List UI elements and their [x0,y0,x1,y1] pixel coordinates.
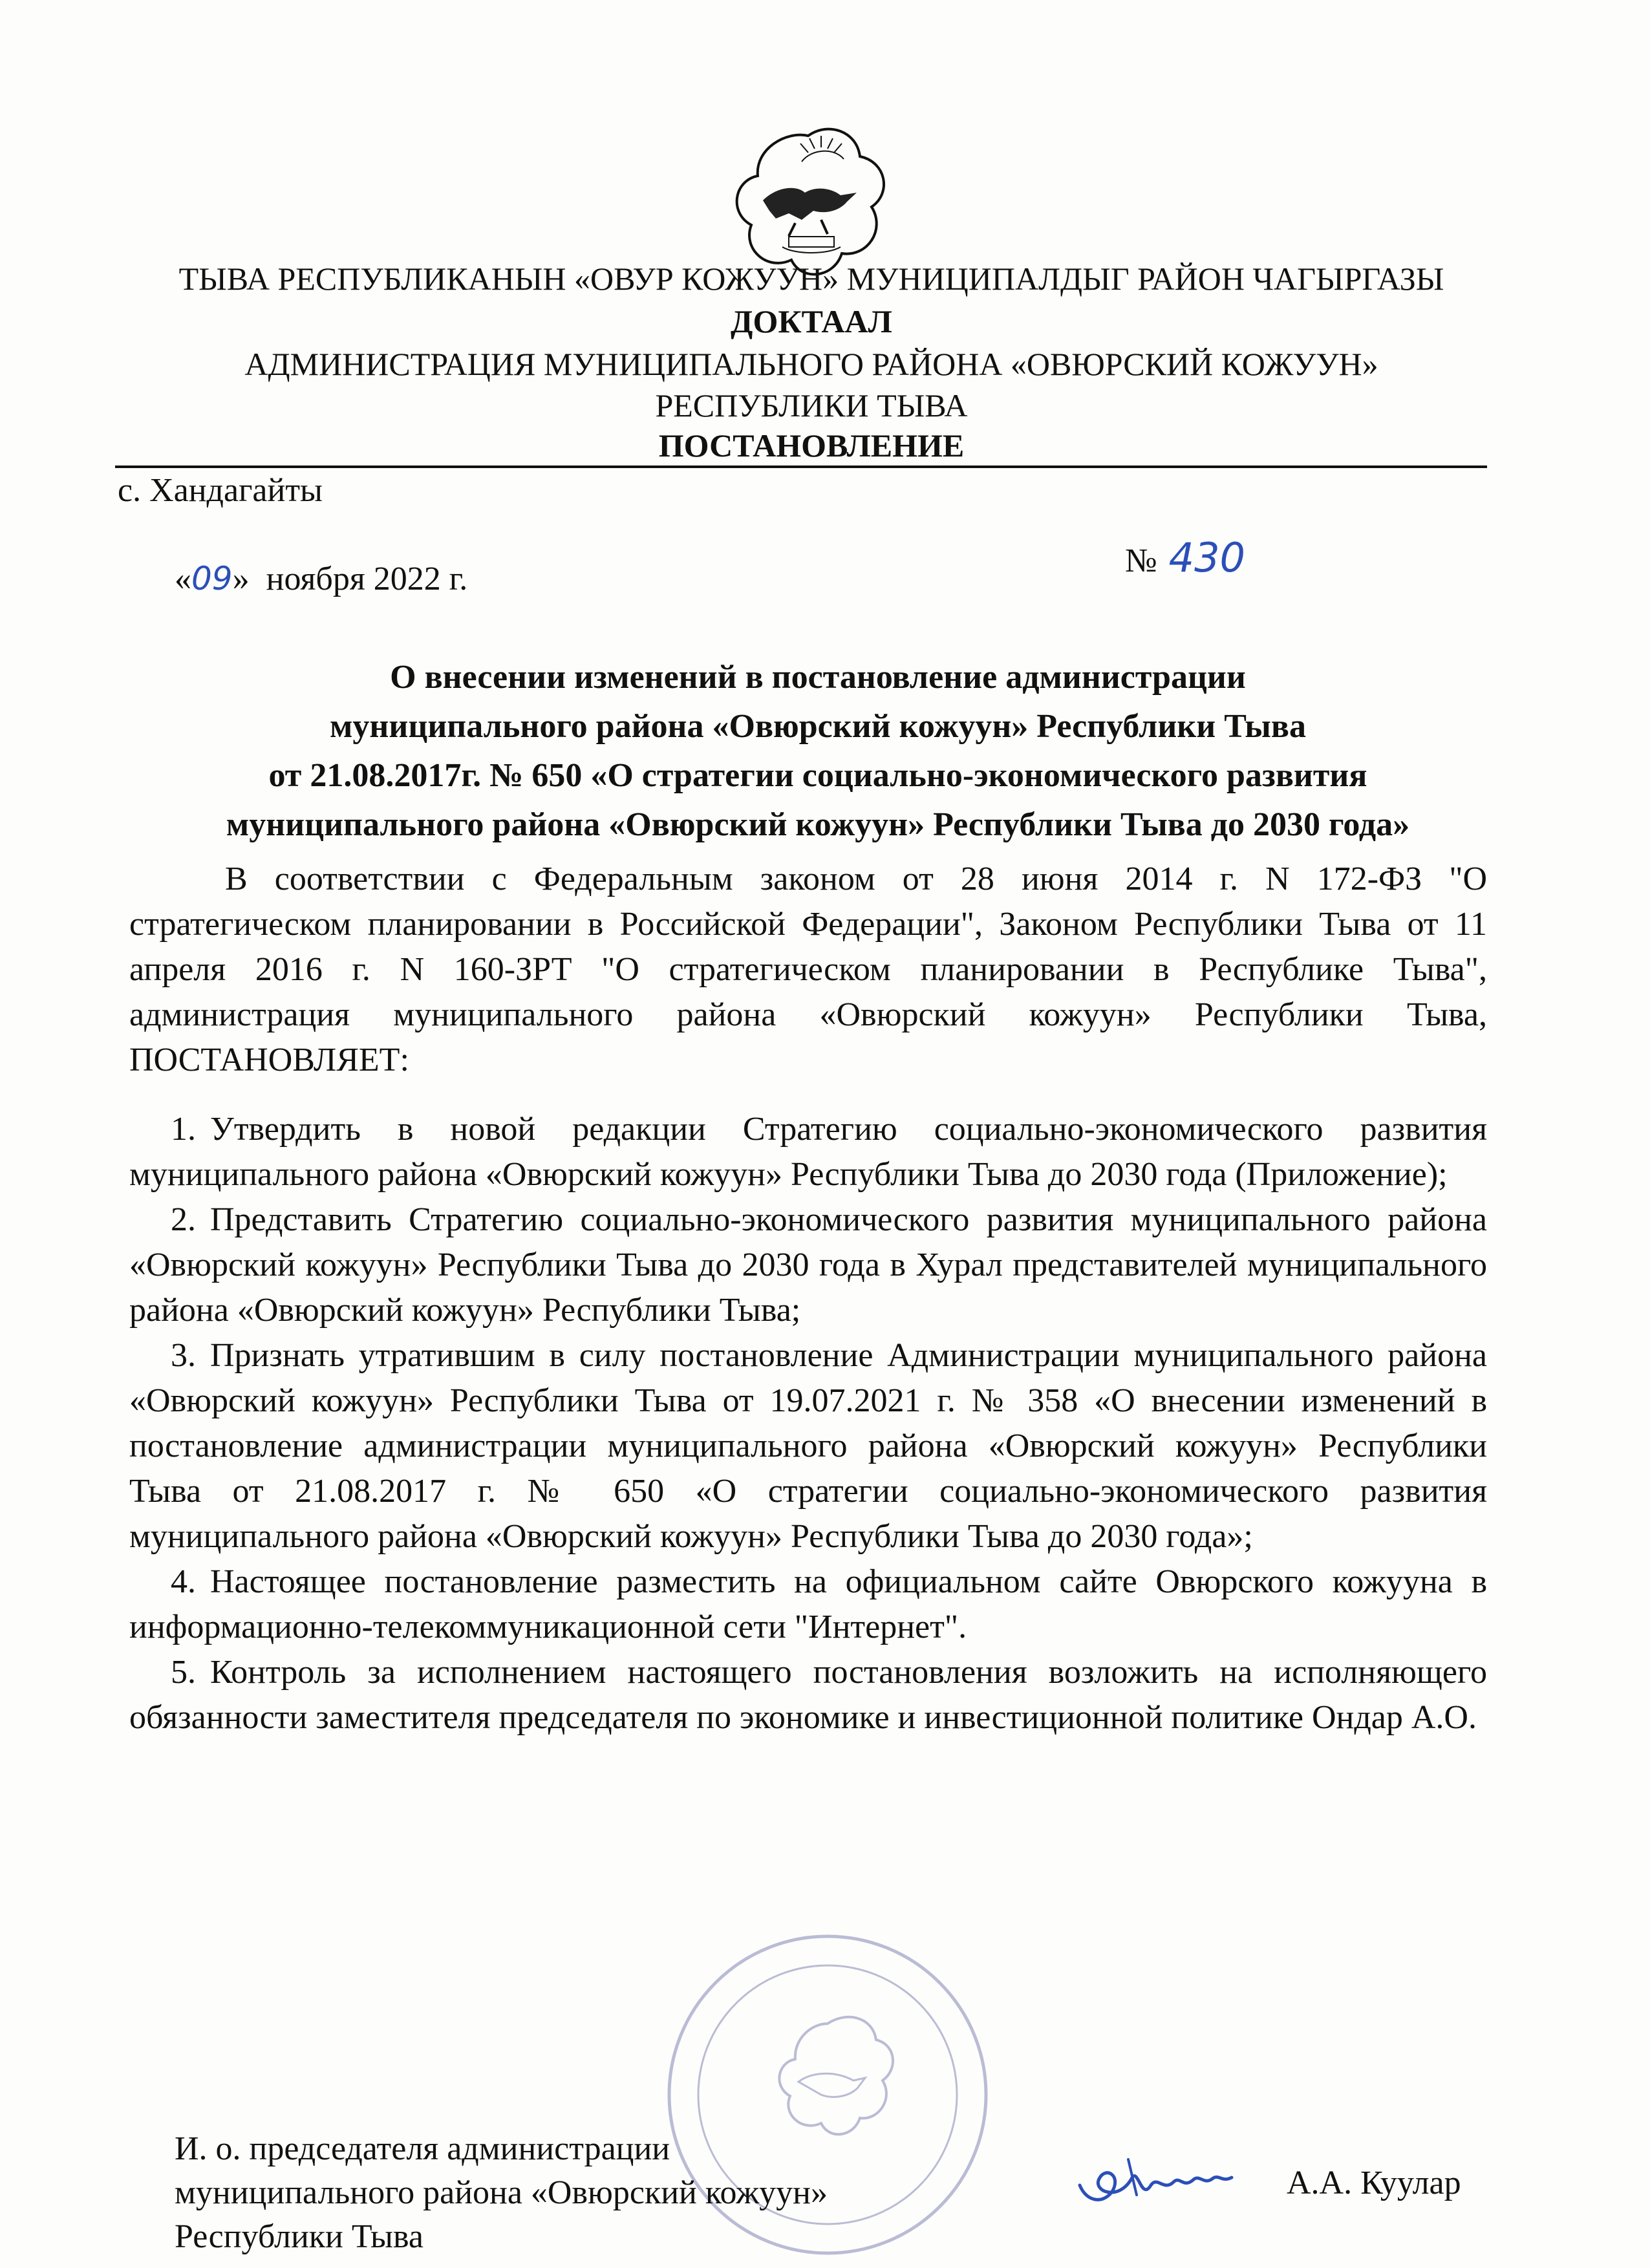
date-close-quote: » [232,561,250,597]
number-label: № [1125,542,1157,579]
item-text: Настоящее постановление разместить на официальном сайте Овюрского кожууна в информационно-телекоммуникационной сети "Интернет". [129,1563,1487,1645]
number-handwritten: 430 [1168,534,1245,581]
item-number: 2. [171,1201,196,1238]
handwritten-signature [1067,2140,1261,2218]
header-tuvan-line: ТЫВА РЕСПУБЛИКАНЫН «ОВУР КОЖУУН» МУНИЦИПАЛДЫГ РАЙОН ЧАГЫРГАЗЫ [178,261,1444,297]
header-republic-line: РЕСПУБЛИКИ ТЫВА [655,387,968,423]
date-open-quote: « [175,561,191,597]
item-number: 5. [171,1654,196,1691]
item-number: 4. [171,1563,196,1600]
title-line: О внесении изменений в постановление администрации [390,659,1246,696]
item-text: Утвердить в новой редакции Стратегию социально-экономического развития муниципального района «Овюрский кожуун» Республики Тыва до 2030 года (Приложение); [129,1111,1487,1193]
signer-name: А.А. Куулар [1287,2165,1461,2201]
header-doc-type-russian: ПОСТАНОВЛЕНИЕ [658,427,965,464]
date-day-handwritten: 09 [191,560,233,597]
resolution-items [129,1107,1487,1740]
list-item [129,1107,1487,1197]
position-line: Республики Тыва [175,2218,423,2255]
item-text: Контроль за исполнением настоящего постановления возложить на исполняющего обязанности заместителя председателя по экономике и инвестиционной политике Ондар А.О. [129,1654,1487,1736]
item-text: Признать утратившим в силу постановление Администрации муниципального района «Овюрский кожуун» Республики Тыва от 19.07.2021 г. № 358 «О внесении изменений в постановление администрации муниципального района «Овюрский кожуун» Республики Тыва от 21.08.2017 г. № 650 «О стратегии социально-экономического развития муниципального района «Овюрский кожуун» Республики Тыва до 2030 года»; [129,1337,1487,1555]
signature-position [175,2127,828,2259]
header-divider [115,465,1487,468]
list-item [129,1197,1487,1333]
item-number: 3. [171,1337,196,1374]
preamble-paragraph: В соответствии с Федеральным законом от 28 июня 2014 г. N 172-ФЗ "О стратегическом планировании в Российской Федерации", Законом Республики Тыва от 11 апреля 2016 г. N 160-ЗРТ "О стратегическом планировании в Республике Тыва", администрация муниципального района «Овюрский кожуун» Республики Тыва, ПОСТАНОВЛЯЕТ: [129,861,1487,1078]
list-item [129,1559,1487,1650]
list-item [129,1650,1487,1740]
header-russian-line: АДМИНИСТРАЦИЯ МУНИЦИПАЛЬНОГО РАЙОНА «ОВЮРСКИЙ КОЖУУН» [244,346,1378,382]
date-month-year: ноября 2022 г. [266,561,468,597]
place-label: с. Хандагайты [118,472,323,509]
position-line: И. о. председателя администрации [175,2130,670,2167]
item-number: 1. [171,1111,196,1148]
document-date [175,557,467,601]
title-line: муниципального района «Овюрский кожуун» Республики Тыва [330,708,1306,745]
header-doc-type-tuvan: ДОКТААЛ [731,303,892,339]
document-number [1125,534,1245,583]
title-line: от 21.08.2017г. № 650 «О стратегии социально-экономического развития [268,757,1367,794]
list-item [129,1333,1487,1559]
position-line: муниципального района «Овюрский кожуун» [175,2174,828,2211]
item-text: Представить Стратегию социально-экономического развития муниципального района «Овюрский кожуун» Республики Тыва до 2030 года в Хурал представителей муниципального района «Овюрский кожуун» Республики Тыва; [129,1201,1487,1329]
title-line: муниципального района «Овюрский кожуун» Республики Тыва до 2030 года» [226,806,1410,843]
document-title [129,653,1506,850]
